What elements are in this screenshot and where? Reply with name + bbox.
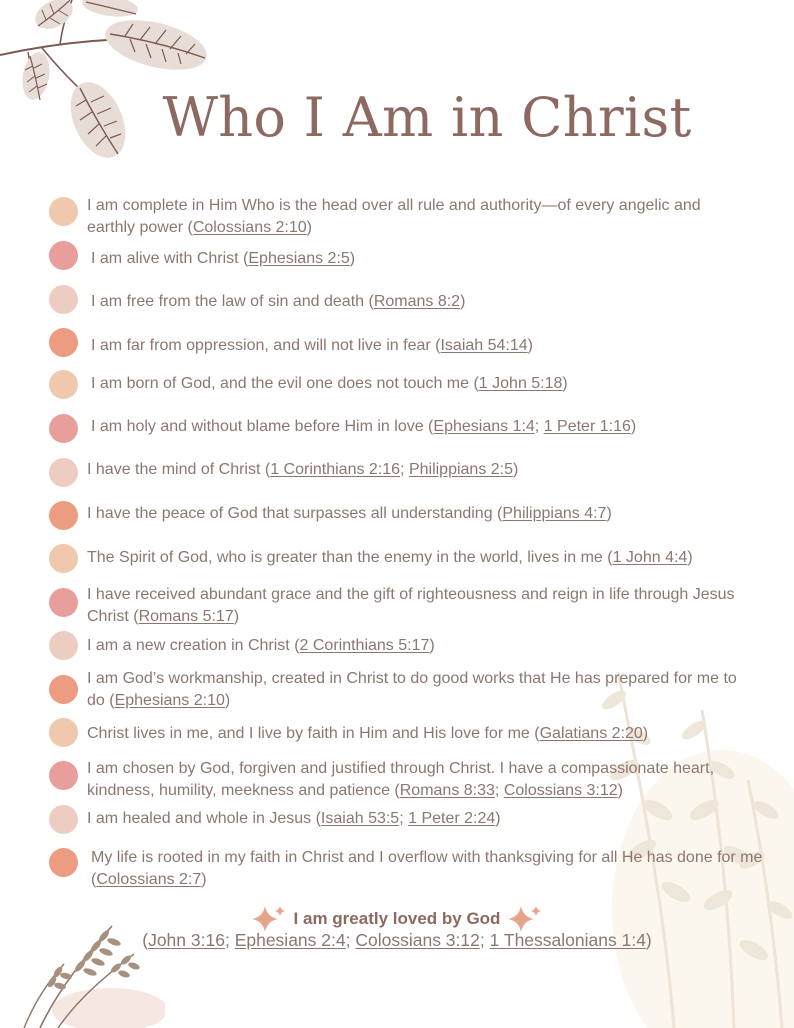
affirmation-text: I am God’s workmanship, created in Christ to do good works that He has prepared for me to do (	[87, 670, 737, 709]
affirmation-close: )	[617, 781, 623, 799]
scripture-reference-link[interactable]: Colossians 2:7	[96, 870, 202, 888]
bullet-dot	[49, 761, 78, 790]
paren-close: )	[645, 930, 652, 950]
reference-separator: ;	[224, 930, 235, 950]
bullet-dot	[49, 414, 78, 443]
scripture-reference-link[interactable]: Romans 5:17	[138, 607, 234, 625]
affirmation-close: )	[306, 218, 312, 236]
scripture-reference-link[interactable]: 1 John 4:4	[612, 549, 688, 566]
scripture-reference-link[interactable]: 1 Corinthians 2:16	[270, 461, 401, 478]
affirmation-text: My life is rooted in my faith in Christ and I overflow with thanksgiving for all He has done for me (	[91, 849, 763, 888]
scripture-reference-link[interactable]: 2 Corinthians 5:17	[299, 637, 430, 654]
paren-open: (	[142, 930, 149, 950]
affirmation-text: I am healed and whole in Jesus (	[87, 810, 321, 827]
bullet-dot	[49, 631, 78, 660]
affirmation-item	[87, 723, 780, 745]
affirmation-item	[87, 635, 780, 657]
scripture-reference-link[interactable]: Isaiah 54:14	[440, 337, 528, 354]
bullet-dot	[49, 848, 78, 877]
scripture-reference-link[interactable]: Colossians 2:10	[192, 218, 307, 236]
bullet-dot	[49, 718, 78, 747]
affirmation-item	[87, 547, 780, 569]
affirmation-item	[91, 373, 780, 395]
reference-separator: ;	[345, 930, 356, 950]
scripture-reference-link[interactable]: 1 Thessalonians 1:4	[489, 930, 646, 950]
affirmation-text: I am a new creation in Christ (	[87, 637, 300, 654]
scripture-reference-link[interactable]: Ephesians 1:4	[433, 418, 535, 435]
affirmation-close: )	[606, 505, 612, 522]
bullet-dot	[49, 675, 78, 704]
page-title: Who I Am in Christ	[162, 86, 692, 149]
affirmation-text: I am complete in Him Who is the head over all rule and authority—of every angelic and earthly power (	[87, 197, 701, 236]
bullet-dot	[49, 370, 78, 399]
scripture-reference-link[interactable]: Isaiah 53:5	[320, 810, 400, 827]
affirmation-close: )	[201, 870, 207, 888]
affirmation-text: I am free from the law of sin and death (	[91, 293, 374, 310]
affirmation-item	[91, 847, 780, 890]
loved-text: I am greatly loved by God	[293, 909, 501, 928]
affirmation-close: )	[642, 725, 649, 742]
scripture-reference-link[interactable]: Ephesians 2:5	[248, 250, 350, 267]
bullet-dot	[49, 328, 78, 357]
bullet-dot	[49, 458, 78, 487]
affirmation-text: I have the peace of God that surpasses all understanding (	[87, 505, 503, 522]
affirmation-text: Christ lives in me, and I live by faith in Him and His love for me (	[87, 725, 540, 742]
scripture-reference-link[interactable]: Philippians 4:7	[502, 505, 607, 522]
affirmation-item	[91, 248, 780, 270]
affirmation-item	[87, 758, 780, 801]
scripture-reference-link[interactable]: Romans 8:2	[373, 293, 461, 310]
affirmation-close: )	[562, 375, 568, 392]
affirmation-item	[87, 195, 727, 238]
reference-separator: ;	[399, 810, 409, 827]
reference-separator: ;	[400, 461, 409, 478]
scripture-reference-link[interactable]: Colossians 3:12	[355, 930, 480, 950]
affirmation-close: )	[527, 337, 533, 354]
scripture-reference-link[interactable]: Romans 8:33	[399, 781, 495, 799]
reference-separator: ;	[534, 418, 544, 435]
scripture-reference-link[interactable]: Galatians 2:20	[539, 725, 643, 742]
affirmation-close: )	[495, 810, 501, 827]
fern-background-decoration	[554, 660, 794, 1028]
bullet-dot	[49, 285, 78, 314]
affirmation-item	[91, 416, 780, 438]
affirmation-text: I am far from oppression, and will not live in fear (	[91, 337, 441, 354]
bullet-dot	[49, 544, 78, 573]
affirmation-close: )	[513, 461, 519, 478]
affirmation-close: )	[224, 691, 231, 709]
affirmation-close: )	[429, 637, 435, 654]
affirmation-text: I am holy and without blame before Him in love (	[91, 418, 434, 435]
affirmation-item	[87, 503, 780, 525]
affirmation-text: I have received abundant grace and the gift of righteousness and reign in life through Jesus Christ (	[87, 586, 735, 625]
affirmation-text: The Spirit of God, who is greater than the enemy in the world, lives in me (	[87, 549, 613, 566]
affirmation-close: )	[349, 250, 356, 267]
affirmation-item	[91, 291, 780, 313]
affirmation-text: I am chosen by God, forgiven and justified through Christ. I have a compassionate heart, kindness, humility, meekness and patience (	[87, 760, 715, 799]
affirmation-text: I am alive with Christ (	[91, 250, 249, 267]
affirmation-item	[87, 668, 747, 711]
scripture-reference-link[interactable]: Colossians 3:12	[503, 781, 618, 799]
affirmation-item	[87, 584, 780, 627]
affirmation-item	[87, 459, 780, 481]
affirmation-close: )	[460, 293, 466, 310]
reference-separator: ;	[479, 930, 490, 950]
affirmation-text: I have the mind of Christ (	[87, 461, 271, 478]
affirmation-text: I am born of God, and the evil one does not touch me (	[91, 375, 479, 392]
scripture-reference-link[interactable]: John 3:16	[148, 930, 225, 950]
bullet-dot	[49, 501, 78, 530]
affirmation-item	[87, 808, 780, 830]
scripture-reference-link[interactable]: Ephesians 2:4	[234, 930, 346, 950]
bullet-dot	[49, 805, 78, 834]
affirmation-close: )	[233, 607, 240, 625]
bullet-dot	[49, 588, 78, 617]
scripture-reference-link[interactable]: Philippians 2:5	[408, 461, 514, 478]
loved-references	[0, 930, 794, 951]
scripture-reference-link[interactable]: 1 Peter 1:16	[543, 418, 631, 435]
bullet-dot	[49, 241, 78, 270]
affirmation-item	[91, 335, 780, 357]
scripture-reference-link[interactable]: Ephesians 2:10	[114, 691, 225, 709]
bullet-dot	[49, 197, 78, 226]
affirmation-close: )	[687, 549, 693, 566]
scripture-reference-link[interactable]: 1 John 5:18	[478, 375, 563, 392]
reference-separator: ;	[494, 781, 504, 799]
affirmation-close: )	[630, 418, 637, 435]
scripture-reference-link[interactable]: 1 Peter 2:24	[408, 810, 496, 827]
